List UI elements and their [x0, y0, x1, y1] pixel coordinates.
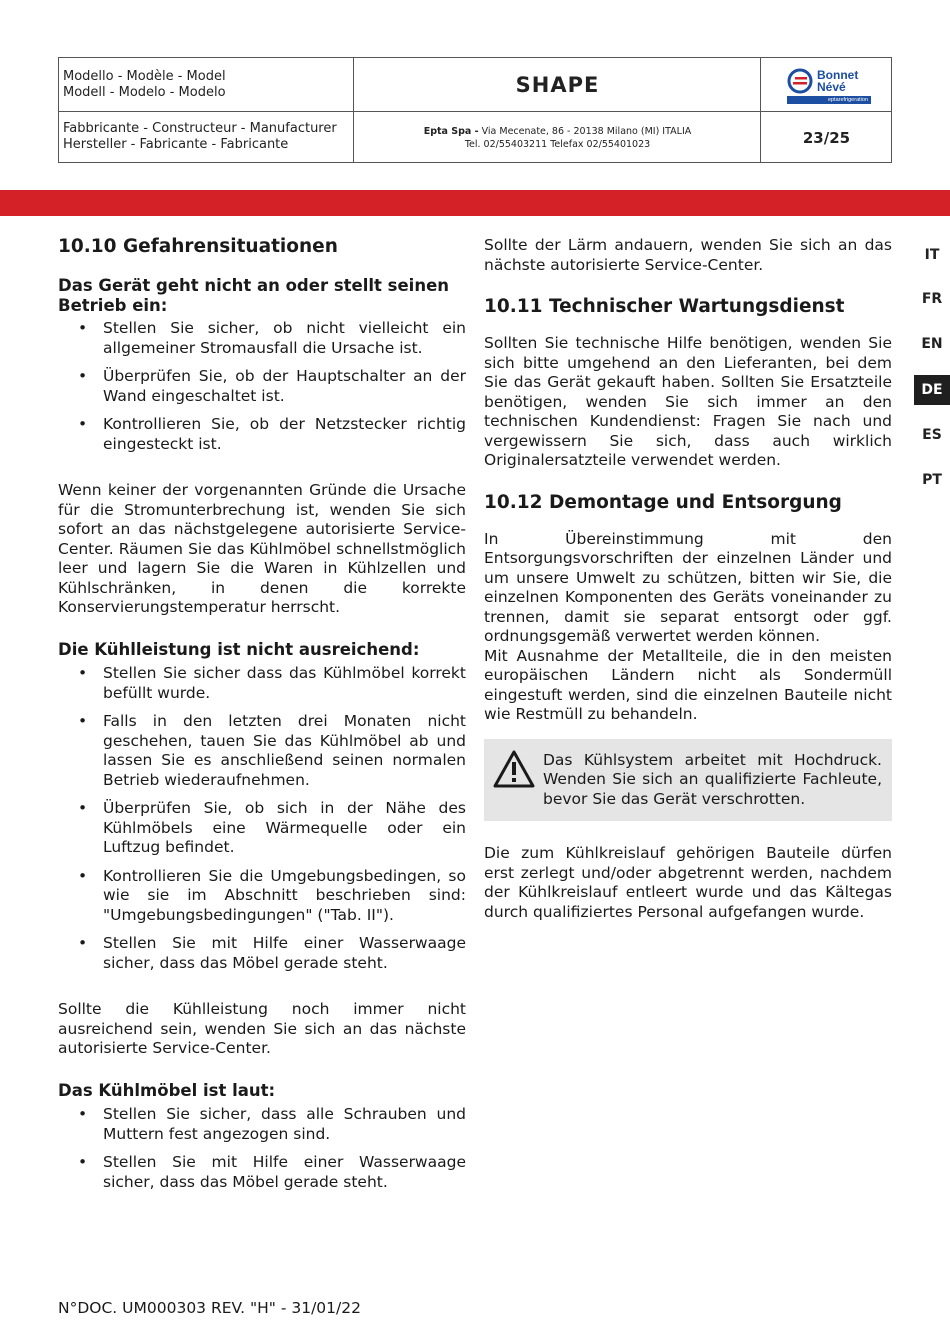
- document-number: N°DOC. UM000303 REV. "H" - 31/01/22: [58, 1299, 361, 1317]
- list-item: • Stellen Sie mit Hilfe einer Wasserwaage sicher, dass das Möbel gerade steht.: [78, 934, 466, 972]
- language-tab-en[interactable]: EN: [921, 336, 943, 352]
- section-title-10-11: 10.11 Technischer Wartungsdienst: [484, 296, 845, 317]
- language-tab-es[interactable]: ES: [922, 427, 942, 443]
- paragraph: Sollten Sie technische Hilfe benötigen, wenden Sie sich bitte umgehend an den Lieferanten, bei dem Sie das Gerät gekauft haben. Sollten Sie Ersatzteile benötigen, wenden Sie sich immer an den technischen Kundendienst: Fragen Sie nach und vergewissern Sie sich, dass auch wirklich Originalersatzteile verwendet werden.: [484, 334, 892, 469]
- warning-triangle-icon: [492, 749, 536, 789]
- bullet-list: [58, 1105, 466, 1192]
- paragraph: Sollte der Lärm andauern, wenden Sie sich an das nächste autorisierte Service-Center.: [484, 236, 892, 274]
- section-title-10-10: 10.10 Gefahrensituationen: [58, 236, 338, 257]
- model-label: [63, 69, 351, 101]
- red-band: [0, 190, 950, 216]
- model-value: SHAPE: [515, 73, 600, 97]
- brand-logo: [761, 58, 892, 112]
- document-header: [58, 57, 892, 163]
- manufacturer-label-line1: Fabbricante - Constructeur - Manufacturer: [63, 121, 337, 136]
- list-item: • Stellen Sie mit Hilfe einer Wasserwaage sicher, dass das Möbel gerade steht.: [78, 1153, 466, 1191]
- paragraph: Sollte die Kühlleistung noch immer nicht ausreichend sein, wenden Sie sich an das nächste autorisierte Service-Center.: [58, 1000, 466, 1057]
- logo-mark-icon: [787, 68, 813, 94]
- subsection-heading: Das Gerät geht nicht an oder stellt seinen Betrieb ein:: [58, 276, 450, 315]
- bullet-list: [58, 319, 466, 454]
- language-tab-it[interactable]: IT: [924, 247, 940, 263]
- list-item: • Überprüfen Sie, ob der Hauptschalter an der Wand eingeschaltet ist.: [78, 367, 466, 405]
- manufacturer-label: [63, 121, 351, 153]
- right-column: [484, 236, 892, 922]
- list-item: • Stellen Sie sicher dass das Kühlmöbel korrekt befüllt wurde.: [78, 664, 466, 702]
- language-tab-pt[interactable]: PT: [922, 472, 942, 488]
- phone: Tel. 02/55403211 Telefax 02/55401023: [464, 139, 651, 150]
- address: Via Mecenate, 86 - 20138 Milano (MI) ITALIA: [478, 126, 692, 137]
- list-item: • Kontrollieren Sie, ob der Netzstecker richtig eingesteckt ist.: [78, 415, 466, 453]
- page-number: 23/25: [802, 129, 851, 147]
- list-item: • Stellen Sie sicher, ob nicht vielleicht ein allgemeiner Stromausfall die Ursache ist.: [78, 319, 466, 357]
- paragraph: Mit Ausnahme der Metallteile, die in den meisten europäischen Ländern nicht als Sondermüll eingestuft werden, sind die einzelnen Bauteile nicht wie Restmüll zu behandeln.: [484, 646, 892, 723]
- subsection-heading: Das Kühlmöbel ist laut:: [58, 1080, 276, 1100]
- list-item: • Falls in den letzten drei Monaten nicht geschehen, tauen Sie das Kühlmöbel ab und lassen Sie es anschließend seinen normalen Betrieb wiederaufnehmen.: [78, 712, 466, 789]
- logo-text-line1: Bonnet: [817, 68, 859, 82]
- paragraph: Die zum Kühlkreislauf gehörigen Bauteile dürfen erst zerlegt und/oder abgetrennt werden, nachdem der Kühlkreislauf entleert wurde und das Kältegas durch qualifiziertes Personal aufgefangen wurde.: [484, 844, 892, 921]
- logo-bar: eptarefrigeration: [787, 96, 871, 104]
- manufacturer-address: [354, 113, 761, 163]
- warning-text: Das Kühlsystem arbeitet mit Hochdruck. Wenden Sie sich an qualifizierte Fachleute, bevor Sie das Gerät verschrotten.: [543, 750, 882, 808]
- paragraph: Wenn keiner der vorgenannten Gründe die Ursache für die Stromunterbrechung ist, wenden Sie sich sofort an das nächstgelegene autorisierte Service-Center. Räumen Sie das Kühlmöbel schnellstmöglich leer und lagern Sie die Waren in Kühlzellen und Kühlschränken, in denen die korrekte Konservierungstemperatur herrscht.: [58, 481, 466, 616]
- manufacturer-label-line2: Hersteller - Fabricante - Fabricante: [63, 137, 289, 152]
- list-item: • Stellen Sie sicher, dass alle Schrauben und Muttern fest angezogen sind.: [78, 1105, 466, 1143]
- section-title-10-12: 10.12 Demontage und Entsorgung: [484, 491, 842, 513]
- logo-text-line2: Névé: [817, 80, 846, 94]
- model-label-line2: Modell - Modelo - Modelo: [63, 85, 226, 100]
- list-item: • Überprüfen Sie, ob sich in der Nähe des Kühlmöbels eine Wärmequelle oder ein Luftzug befindet.: [78, 799, 466, 856]
- paragraph: In Übereinstimmung mit den Entsorgungsvorschriften der einzelnen Länder und um unsere Umwelt zu schützen, bitten wir Sie, die einzelnen Komponenten des Geräts voneinander zu trennen, damit sie separat entsorgt oder ggf. ordnungsgemäß verwertet werden können.: [484, 529, 892, 645]
- company-name: Epta Spa -: [423, 126, 479, 137]
- language-tab-de[interactable]: DE: [914, 375, 950, 405]
- list-item: • Kontrollieren Sie die Umgebungsbedingen, so wie sie im Abschnitt beschrieben sind: "Umgebungsbedingungen" ("Tab. II").: [78, 866, 466, 924]
- warning-box: [484, 739, 892, 822]
- language-tab-fr[interactable]: FR: [921, 291, 943, 307]
- subsection-heading: Die Kühlleistung ist nicht ausreichend:: [58, 639, 420, 659]
- bullet-list: [58, 664, 466, 973]
- left-column: [58, 236, 466, 1192]
- model-label-line1: Modello - Modèle - Model: [63, 69, 226, 84]
